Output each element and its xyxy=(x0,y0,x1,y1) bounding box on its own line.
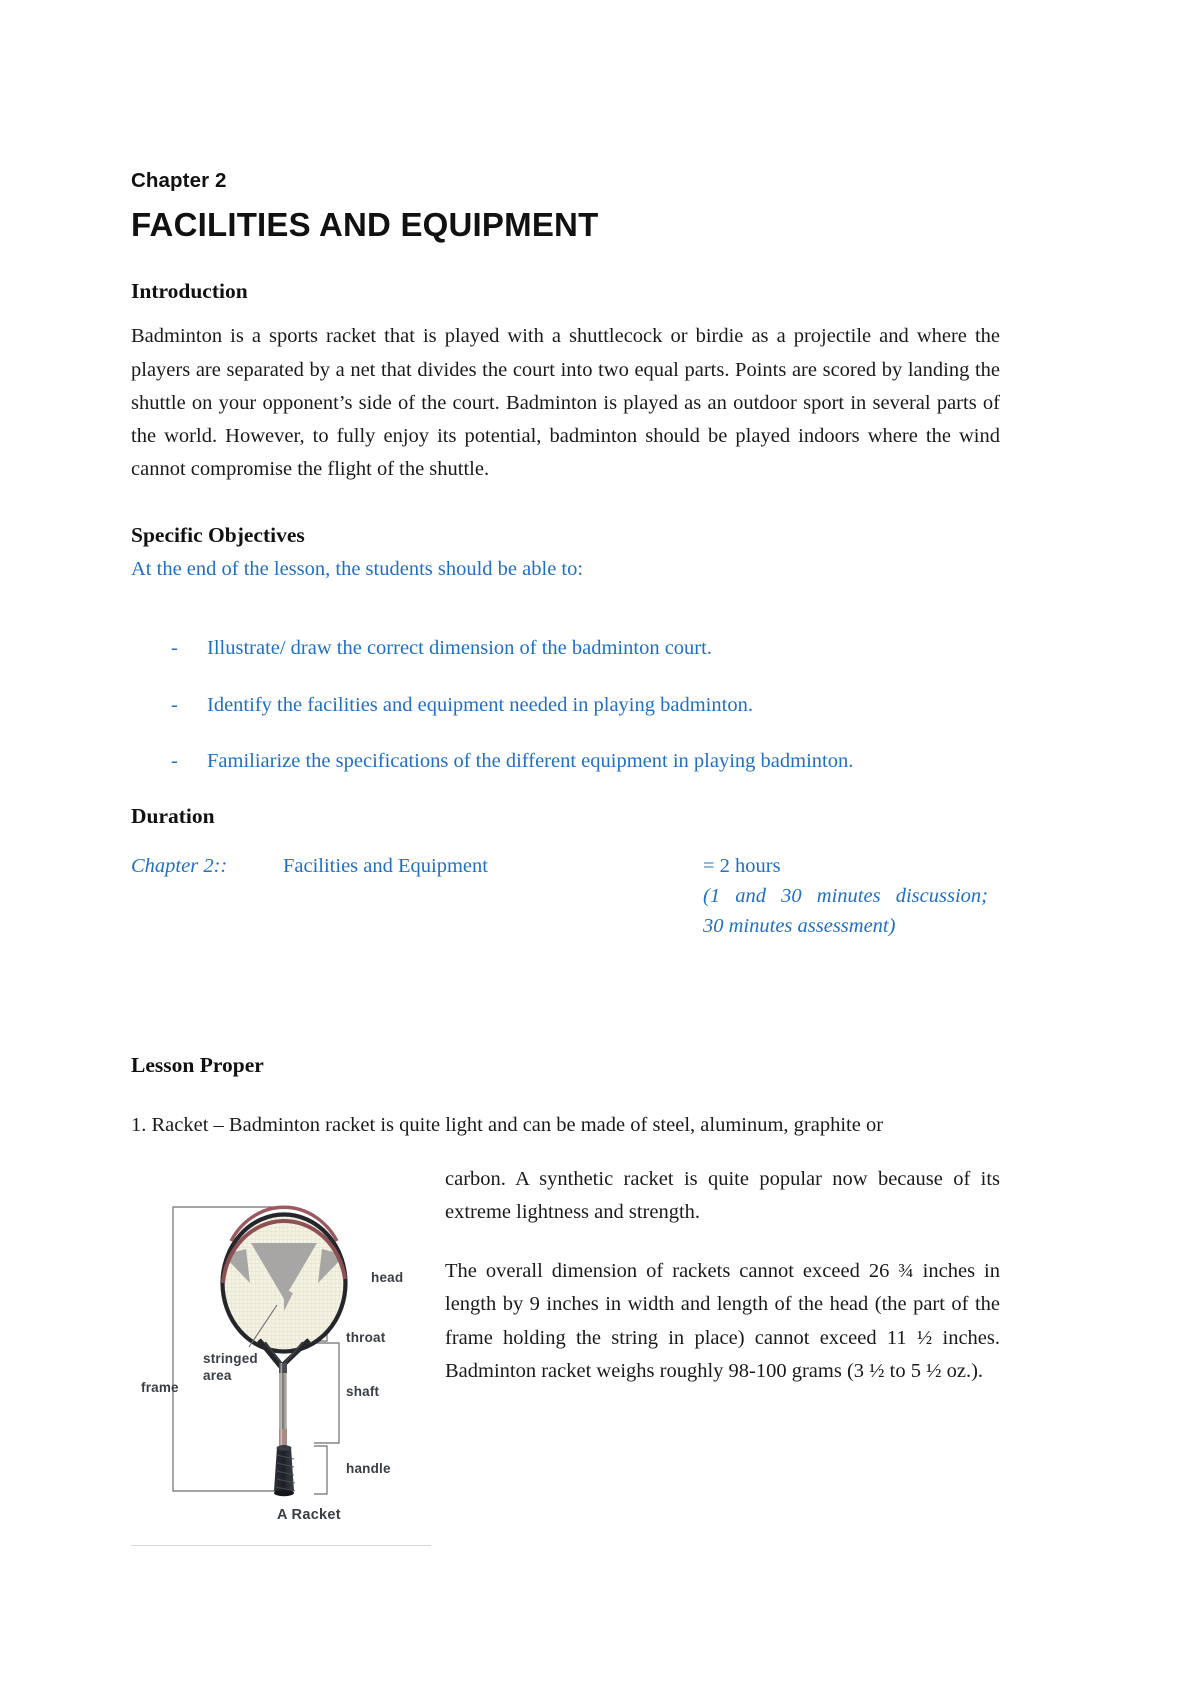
objectives-lead: At the end of the lesson, the students should be able to: xyxy=(131,558,584,581)
figure-label-frame: frame xyxy=(141,1379,179,1395)
objective-text: Familiarize the specifications of the different equipment in playing badminton. xyxy=(207,750,854,773)
objectives-list xyxy=(131,633,1000,777)
figure-label-throat: throat xyxy=(346,1329,386,1345)
chapter-label: Chapter 2 xyxy=(131,169,227,192)
lesson-paragraph-1: carbon. A synthetic racket is quite popular now because of its extreme lightness and strength. xyxy=(445,1167,1000,1223)
objectives-heading: Specific Objectives xyxy=(131,523,305,548)
bullet-dash: - xyxy=(171,750,178,773)
objective-text: Illustrate/ draw the correct dimension of the badminton court. xyxy=(207,636,712,659)
racket-illustration xyxy=(131,1171,431,1539)
duration-value-cell xyxy=(703,852,988,941)
figure-label-shaft: shaft xyxy=(346,1383,380,1399)
figure-label-stringed-area-line2: area xyxy=(203,1367,232,1383)
bullet-dash: - xyxy=(171,636,178,659)
duration-note-line-2: 30 minutes assessment) xyxy=(703,914,896,937)
introduction-paragraph: Badminton is a sports racket that is played with a shuttlecock or birdie as a projectile and where the players are separated by a net that divides the court into two equal parts. Points are scored by landing the shuttle on your opponent’s side of the court. Badminton is played as an outdoor sport in several parts of the world. However, to fully enjoy its potential, badminton should be played indoors where the wind cannot compromise the flight of the shuttle. xyxy=(131,325,1000,481)
list-item xyxy=(131,633,1000,664)
bullet-dash: - xyxy=(171,693,178,716)
page-title: FACILITIES AND EQUIPMENT xyxy=(131,205,599,243)
lesson-item-1-body xyxy=(131,1163,1000,1550)
lesson-item-1-lead: 1. Racket – Badminton racket is quite light and can be made of steel, aluminum, graphite or xyxy=(131,1113,884,1136)
figure-caption: A Racket xyxy=(277,1506,341,1523)
figure-label-stringed-area-line1: stringed xyxy=(203,1350,258,1366)
duration-table xyxy=(131,852,1000,948)
duration-heading: Duration xyxy=(131,804,215,829)
duration-chapter: Chapter 2:: xyxy=(131,855,228,878)
objective-text: Identify the facilities and equipment needed in playing badminton. xyxy=(207,693,753,716)
lesson-paragraph-2: The overall dimension of rackets cannot exceed 26 ¾ inches in length by 9 inches in width and length of the head (the part of the frame holding the string in place) cannot exceed 11 ½ inches. Badminton racket weighs roughly 98-100 grams (3 ½ to 5 ½ oz.). xyxy=(445,1260,1000,1382)
list-item xyxy=(131,746,1000,777)
racket-figure xyxy=(131,1171,431,1546)
lesson-proper-heading: Lesson Proper xyxy=(131,1053,264,1078)
introduction-heading: Introduction xyxy=(131,278,248,303)
duration-topic: Facilities and Equipment xyxy=(283,855,488,878)
duration-hours: = 2 hours xyxy=(703,855,781,878)
list-item xyxy=(131,690,1000,721)
table-row xyxy=(131,852,1000,941)
figure-label-stringed-area xyxy=(203,1351,258,1385)
figure-label-handle: handle xyxy=(346,1460,391,1476)
duration-note-line-1: (1 and 30 minutes discussion; xyxy=(703,884,988,907)
figure-label-head: head xyxy=(371,1269,404,1285)
racket-diagram-svg xyxy=(131,1171,431,1539)
